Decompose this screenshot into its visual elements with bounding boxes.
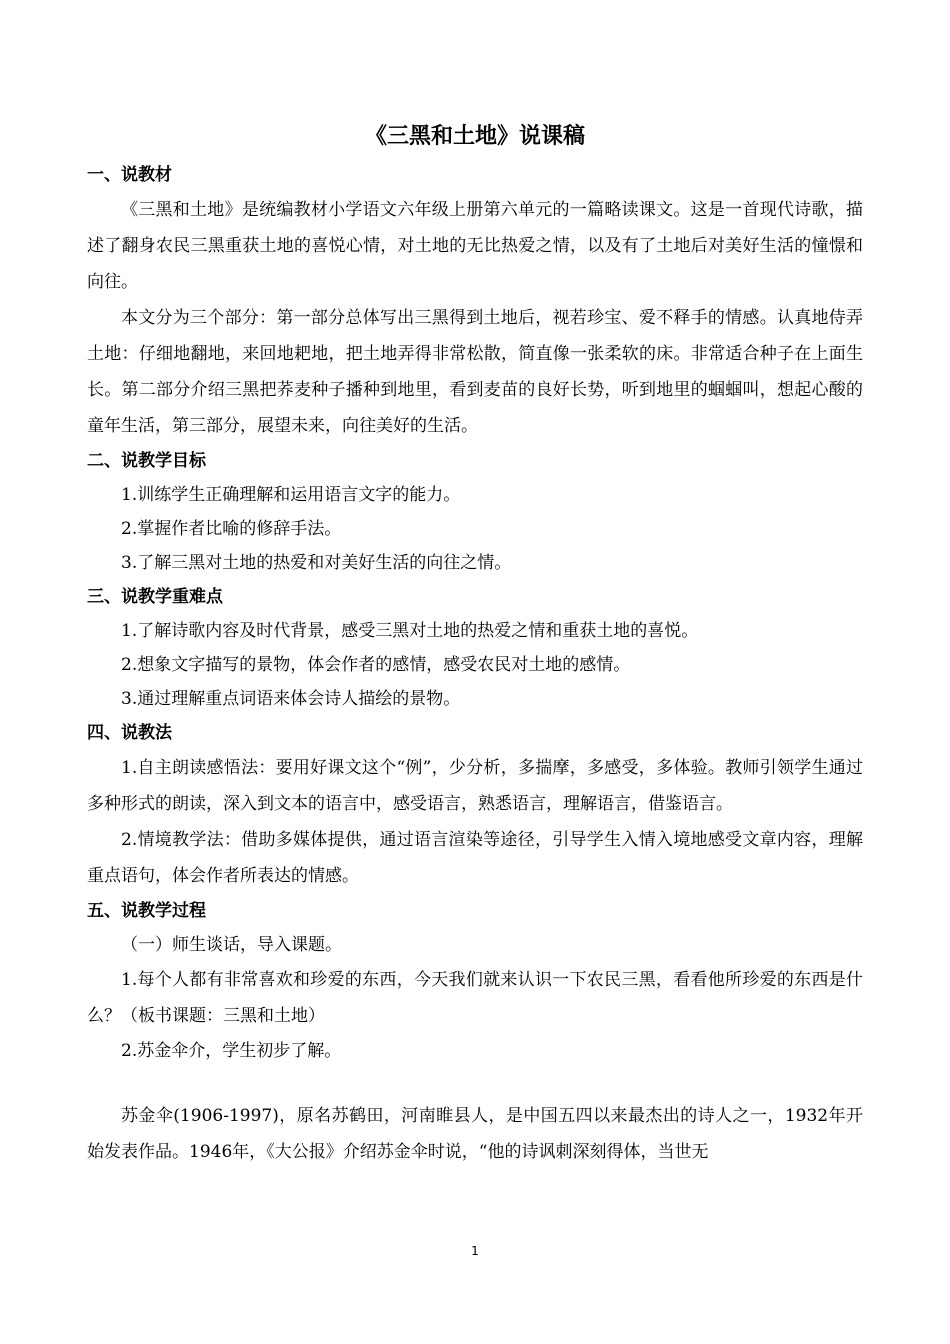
document-body — [87, 158, 863, 1170]
method-item: 1.自主朗读感悟法：要用好课文这个“例”，少分析，多揣摩，多感受，多体验。教师引领学生通过多种形式的朗读，深入到文本的语言中，感受语言，熟悉语言，理解语言，借鉴语言。 — [87, 758, 863, 814]
objective-item: 1.训练学生正确理解和运用语言文字的能力。 — [121, 485, 461, 505]
page-number: 1 — [471, 1244, 479, 1258]
key-point-item: 1.了解诗歌内容及时代背景，感受三黑对土地的热爱之情和重获土地的喜悦。 — [121, 621, 699, 641]
key-point-item: 2.想象文字描写的景物，体会作者的感情，感受农民对土地的感情。 — [121, 655, 631, 675]
process-step-title: （一）师生谈话，导入课题。 — [121, 935, 342, 955]
process-item: 1.每个人都有非常喜欢和珍爱的东西，今天我们就来认识一下农民三黑，看看他所珍爱的东西是什么？（板书课题：三黑和土地） — [87, 970, 863, 1026]
objective-item: 3.了解三黑对土地的热爱和对美好生活的向往之情。 — [121, 553, 512, 573]
method-item: 2.情境教学法：借助多媒体提供，通过语言渲染等途径，引导学生入情入境地感受文章内容，理解重点语句，体会作者所表达的情感。 — [87, 830, 863, 886]
blank-line — [87, 1068, 863, 1098]
key-point-item: 3.通过理解重点词语来体会诗人描绘的景物。 — [121, 689, 461, 709]
section-heading-methods: 四、说教法 — [87, 723, 172, 743]
section-heading-teaching-material: 一、说教材 — [87, 165, 172, 185]
document-title: 《三黑和土地》说课稿 — [364, 124, 585, 149]
objective-item: 2.掌握作者比喻的修辞手法。 — [121, 519, 342, 539]
section-heading-objectives: 二、说教学目标 — [87, 451, 206, 471]
section-heading-key-points: 三、说教学重难点 — [87, 587, 223, 607]
process-item: 2.苏金伞介，学生初步了解。 — [121, 1041, 342, 1061]
section-heading-process: 五、说教学过程 — [87, 901, 206, 921]
paragraph-author-bio: 苏金伞(1906-1997)，原名苏鹤田，河南睢县人，是中国五四以来最杰出的诗人之一，1932年开始发表作品。1946年，《大公报》介绍苏金伞时说，“他的诗讽刺深刻得体，当世无 — [87, 1106, 863, 1162]
paragraph-structure: 本文分为三个部分：第一部分总体写出三黑得到土地后，视若珍宝、爱不释手的情感。认真地侍弄土地：仔细地翻地，来回地耙地，把土地弄得非常松散，简直像一张柔软的床。非常适合种子在上面生长。第二部分介绍三黑把荞麦种子播种到地里，看到麦苗的良好长势，听到地里的蝈蝈叫，想起心酸的童年生活，第三部分，展望未来，向往美好的生活。 — [87, 308, 863, 436]
paragraph-intro: 《三黑和土地》是统编教材小学语文六年级上册第六单元的一篇略读课文。这是一首现代诗歌，描述了翻身农民三黑重获土地的喜悦心情，对土地的无比热爱之情，以及有了土地后对美好生活的憧憬和向往。 — [87, 200, 863, 292]
